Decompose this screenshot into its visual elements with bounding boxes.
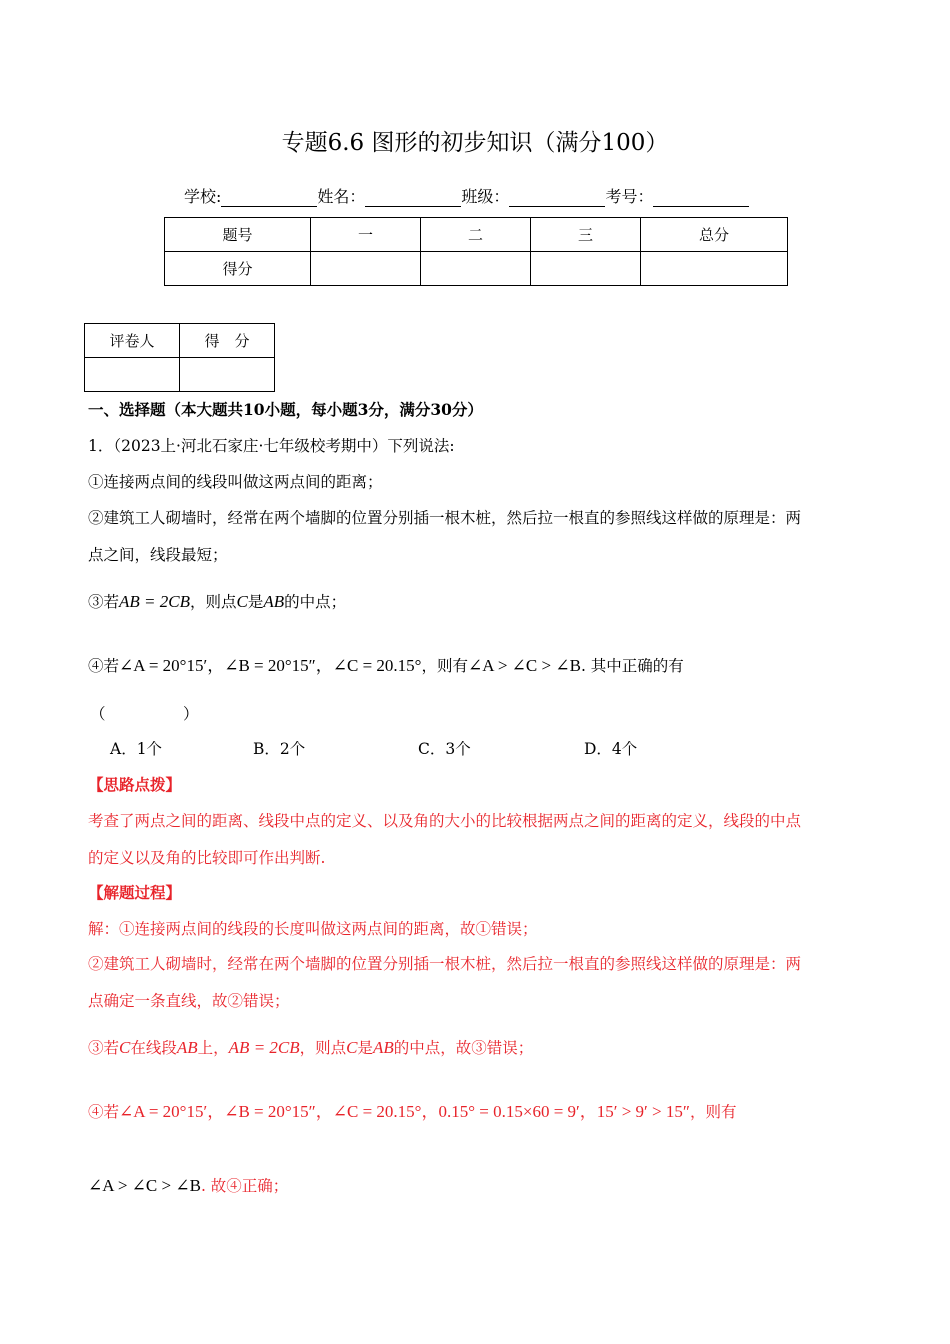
text: ，则有: [689, 1103, 737, 1121]
section-heading: 一、选择题（本大题共10小题，每小题3分，满分30分）: [88, 400, 483, 419]
math-expression: AB = 2CB: [119, 592, 190, 611]
score-header-cell: 题号: [165, 218, 311, 252]
student-info-line: [184, 184, 749, 207]
grader-header-cell: 得 分: [180, 324, 275, 358]
option-a[interactable]: A．1个: [110, 740, 163, 758]
score-header-cell: 三: [531, 218, 641, 252]
score-header-cell: 一: [311, 218, 421, 252]
grader-cell[interactable]: [180, 358, 275, 392]
text: 是: [247, 593, 264, 611]
text: ，则有: [421, 657, 468, 675]
statement-4: [88, 651, 684, 676]
option-d[interactable]: D．4个: [584, 740, 638, 758]
score-header-cell: 二: [421, 218, 531, 252]
math-symbol: AB: [263, 592, 285, 611]
score-table: [164, 217, 788, 286]
solution-line-1: 解：①连接两点间的线段的长度叫做这两点间的距离，故①错误；: [88, 920, 538, 938]
solution-line-4: [88, 1097, 736, 1122]
score-cell[interactable]: [531, 252, 641, 286]
text: 上，: [197, 1039, 229, 1057]
text: 在线段: [130, 1039, 177, 1057]
statement-2-line2: 点之间，线段最短；: [88, 546, 228, 564]
answer-parentheses: （ ）: [90, 705, 199, 723]
text: 的中点，故③错误；: [393, 1039, 534, 1057]
statement-2-line1: ②建筑工人砌墙时，经常在两个墙脚的位置分别插一根木桩，然后拉一根直的参照线这样做的原理是：两: [88, 509, 802, 527]
grader-cell[interactable]: [85, 358, 180, 392]
math-expression: ∠A > ∠C > ∠B: [468, 656, 581, 675]
math-symbol: AB: [176, 1038, 198, 1057]
score-header-cell: 总分: [641, 218, 788, 252]
score-cell[interactable]: [641, 252, 788, 286]
page-title: 专题6.6 图形的初步知识（满分100）: [281, 130, 669, 156]
text: ④若: [88, 657, 120, 675]
school-field[interactable]: [221, 188, 317, 207]
class-field[interactable]: [509, 188, 605, 207]
grader-header-cell: 评卷人: [85, 324, 180, 358]
class-label: 班级：: [461, 187, 510, 206]
math-expression: ∠A = 20°15′，∠B = 20°15″，∠C = 20.15°，0.15° = 0.15×60 = 9′，15′ > 9′ > 15″: [119, 1102, 690, 1121]
option-b[interactable]: B．2个: [253, 740, 306, 758]
solution-line-5: [88, 1174, 288, 1196]
name-field[interactable]: [365, 188, 461, 207]
hint-line-1: 考查了两点之间的距离、线段中点的定义、以及角的大小的比较根据两点之间的距离的定义，线段的中点: [88, 812, 802, 830]
text: ③若: [88, 593, 120, 611]
id-field[interactable]: [653, 188, 749, 207]
statement-3: [88, 590, 346, 612]
score-row-label: 得分: [165, 252, 311, 286]
score-cell[interactable]: [311, 252, 421, 286]
math-symbol: C: [236, 592, 248, 611]
solution-heading: 【解题过程】: [88, 883, 182, 902]
name-label: 姓名：: [317, 187, 366, 206]
text: 的中点；: [284, 593, 347, 611]
grader-table: [84, 323, 275, 392]
hint-line-2: 的定义以及角的比较即可作出判断.: [88, 849, 326, 867]
text: . 故④正确；: [200, 1177, 289, 1195]
math-expression: AB = 2CB: [228, 1038, 300, 1057]
statement-1: ①连接两点间的线段叫做这两点间的距离；: [88, 473, 383, 491]
text: ④若: [88, 1103, 120, 1121]
text: ③若: [88, 1039, 120, 1057]
text: ，则点: [189, 593, 237, 611]
option-c[interactable]: C．3个: [418, 740, 471, 758]
math-expression: ∠A > ∠C > ∠B: [88, 1176, 201, 1195]
solution-line-3: [88, 1036, 533, 1058]
score-cell[interactable]: [421, 252, 531, 286]
math-expression: ∠A = 20°15′，∠B = 20°15″，∠C = 20.15°: [119, 656, 422, 675]
hint-heading: 【思路点拨】: [88, 775, 182, 794]
text: ，则点: [299, 1039, 347, 1057]
text: . 其中正确的有: [580, 657, 684, 675]
school-label: 学校:: [184, 187, 222, 206]
math-symbol: C: [119, 1038, 131, 1057]
math-symbol: AB: [373, 1038, 394, 1057]
question-stem: 1．（2023上·河北石家庄·七年级校考期中）下列说法:: [88, 437, 455, 455]
math-symbol: C: [346, 1038, 358, 1057]
id-label: 考号：: [605, 187, 654, 206]
solution-line-2a: ②建筑工人砌墙时，经常在两个墙脚的位置分别插一根木桩，然后拉一根直的参照线这样做的原理是：两: [88, 955, 802, 973]
solution-line-2b: 点确定一条直线，故②错误；: [88, 992, 290, 1010]
text: 是: [357, 1039, 374, 1057]
